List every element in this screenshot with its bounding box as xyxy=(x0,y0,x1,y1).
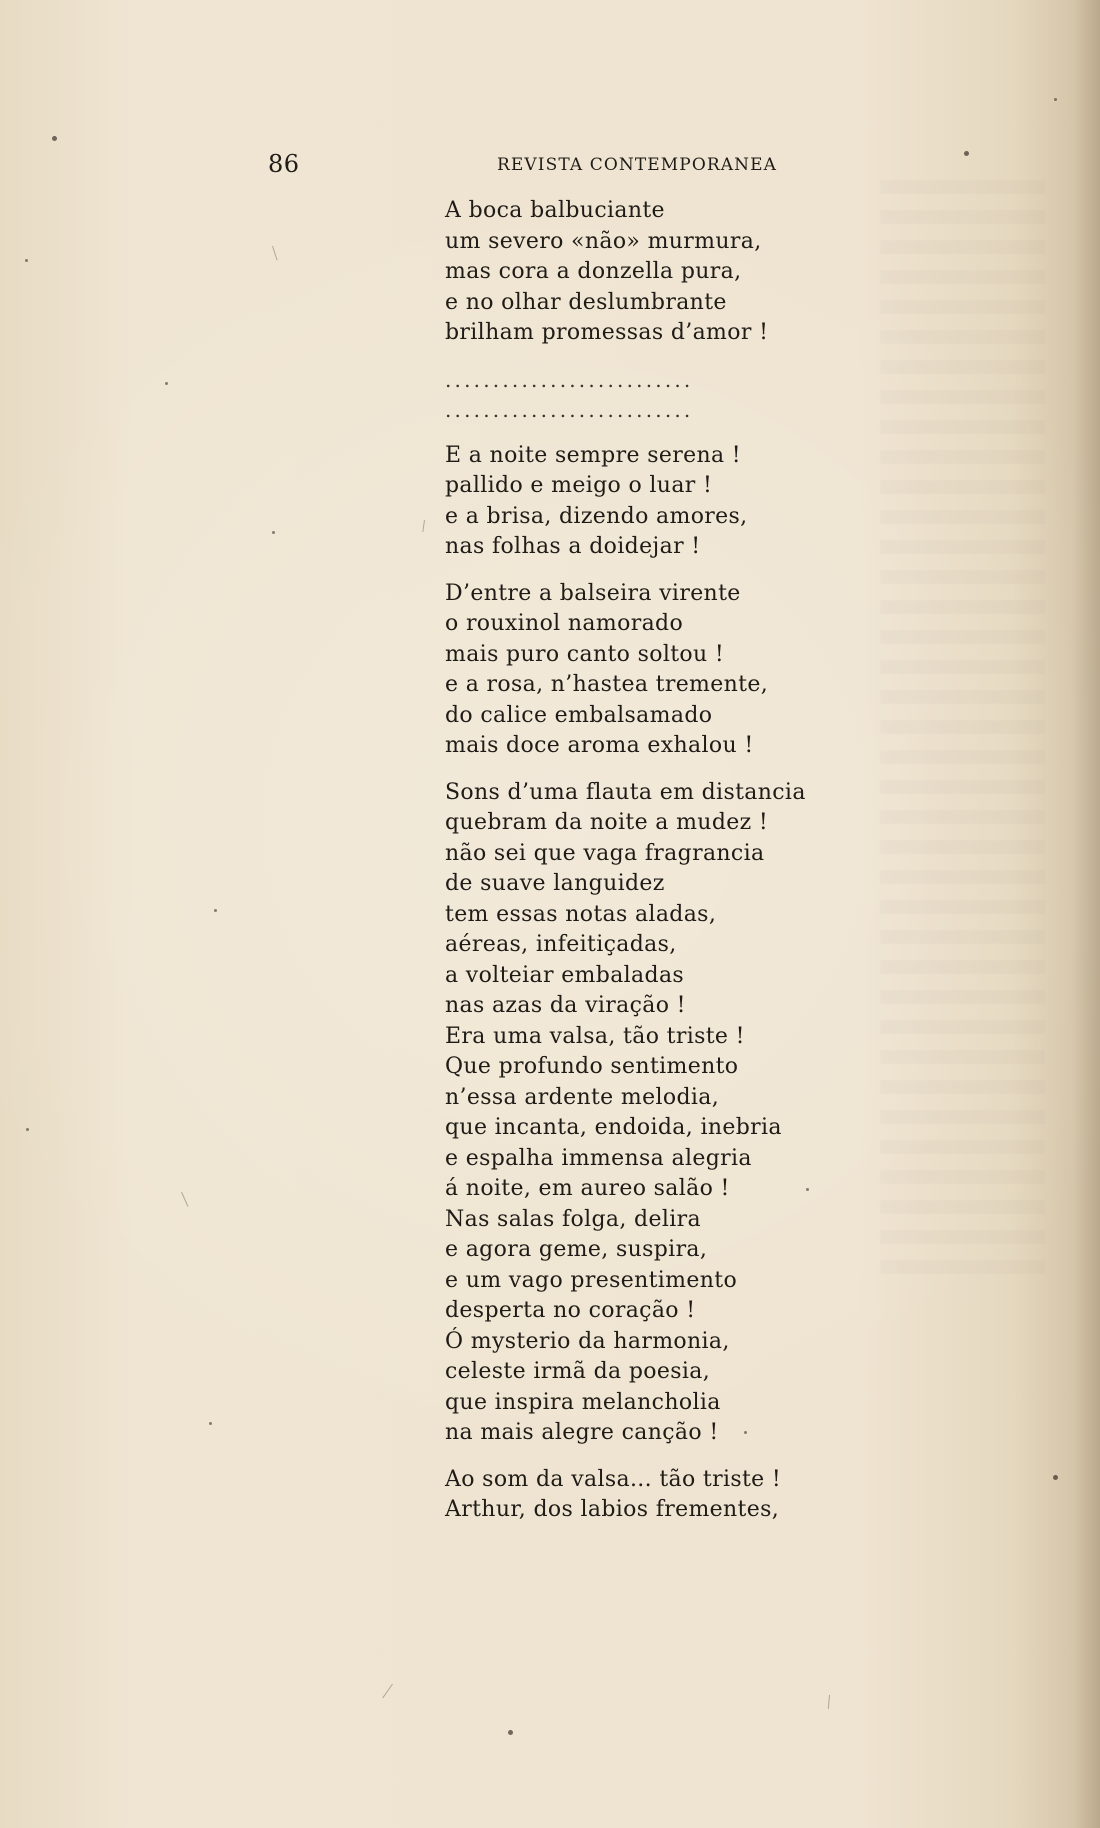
paper-speck xyxy=(52,136,57,141)
page-header xyxy=(268,150,778,182)
poem-line: e a brisa, dizendo amores, xyxy=(445,503,748,529)
poem-line: brilham promessas d’amor ! xyxy=(445,320,769,345)
stanza-ellipsis xyxy=(445,365,835,425)
poem-line: que inspira melancholia xyxy=(445,1389,721,1415)
stanza-2 xyxy=(445,441,835,563)
poem-line: Que profundo sentimento xyxy=(445,1054,739,1079)
paper-speck xyxy=(165,382,168,385)
dotted-line: .......................... xyxy=(445,397,694,422)
paper-mark xyxy=(382,1684,393,1698)
dotted-line: .......................... xyxy=(445,367,694,392)
paper-speck xyxy=(1053,1475,1058,1480)
paper-speck xyxy=(272,531,275,534)
stanza-3 xyxy=(445,579,835,762)
poem-line: celeste irmã da poesia, xyxy=(445,1359,711,1384)
poem-line: e a rosa, n’hastea tremente, xyxy=(445,672,769,697)
paper-mark xyxy=(181,1192,188,1207)
paper-speck xyxy=(1054,98,1057,101)
poem-line: A boca balbuciante xyxy=(445,198,665,223)
poem-line: o rouxinol namorado xyxy=(445,611,684,636)
paper-mark xyxy=(828,1695,830,1709)
poem-line: e espalha immensa alegria xyxy=(445,1145,752,1171)
poem-line: e no olhar deslumbrante xyxy=(445,289,727,315)
paper-speck xyxy=(26,1128,29,1131)
poem-line: á noite, em aureo salão ! xyxy=(445,1176,730,1201)
show-through-text xyxy=(880,180,1045,1280)
poem-line: Sons d’uma flauta em distancia xyxy=(445,779,806,805)
poem-line: na mais alegre canção ! xyxy=(445,1420,719,1445)
poem-line: mais doce aroma exhalou ! xyxy=(445,733,754,758)
poem-line: e um vago presentimento xyxy=(445,1267,738,1293)
poem-line: que incanta, endoida, inebria xyxy=(445,1115,782,1140)
running-title: REVISTA CONTEMPORANEA xyxy=(497,155,778,175)
poem-line: Era uma valsa, tão triste ! xyxy=(445,1023,745,1049)
stanza-5 xyxy=(445,1465,835,1526)
stanza-1 xyxy=(445,196,835,349)
poem-line: aéreas, infeitiçadas, xyxy=(445,932,677,957)
poem-line: e agora geme, suspira, xyxy=(445,1237,708,1262)
paper-speck xyxy=(964,151,969,156)
stanza-4 xyxy=(445,778,835,1449)
paper-speck xyxy=(209,1422,212,1425)
poem-line: D’entre a balseira virente xyxy=(445,580,741,606)
poem-line: desperta no coração ! xyxy=(445,1298,696,1323)
poem-line: nas folhas a doidejar ! xyxy=(445,534,701,559)
poem xyxy=(445,196,835,1526)
poem-line: nas azas da viração ! xyxy=(445,993,686,1018)
poem-line: E a noite sempre serena ! xyxy=(445,442,741,468)
paper-speck xyxy=(806,1188,809,1191)
poem-line: Ó mysterio da harmonia, xyxy=(445,1328,730,1354)
poem-line: tem essas notas aladas, xyxy=(445,901,717,927)
poem-line: pallido e meigo o luar ! xyxy=(445,473,713,498)
poem-line: Ao som da valsa... tão triste ! xyxy=(445,1466,782,1492)
poem-line: Arthur, dos labios frementes, xyxy=(445,1497,780,1522)
poem-line: do calice embalsamado xyxy=(445,702,713,728)
page-number: 86 xyxy=(268,150,300,178)
paper-speck xyxy=(508,1730,513,1735)
poem-line: a volteiar embaladas xyxy=(445,962,685,988)
poem-line: quebram da noite a mudez ! xyxy=(445,810,769,835)
paper-speck xyxy=(744,1431,747,1434)
paper-speck xyxy=(214,909,217,912)
poem-line: um severo «não» murmura, xyxy=(445,228,762,254)
page-edge-shadow xyxy=(1072,0,1100,1828)
poem-line: n’essa ardente melodia, xyxy=(445,1084,720,1110)
poem-line: Nas salas folga, delira xyxy=(445,1206,701,1232)
poem-line: de suave languidez xyxy=(445,871,665,896)
paper-mark xyxy=(422,520,425,532)
paper-speck xyxy=(25,259,28,262)
poem-line: mais puro canto soltou ! xyxy=(445,641,725,667)
poem-line: mas cora a donzella pura, xyxy=(445,259,742,284)
paper-mark xyxy=(272,246,278,261)
poem-line: não sei que vaga fragrancia xyxy=(445,840,765,866)
